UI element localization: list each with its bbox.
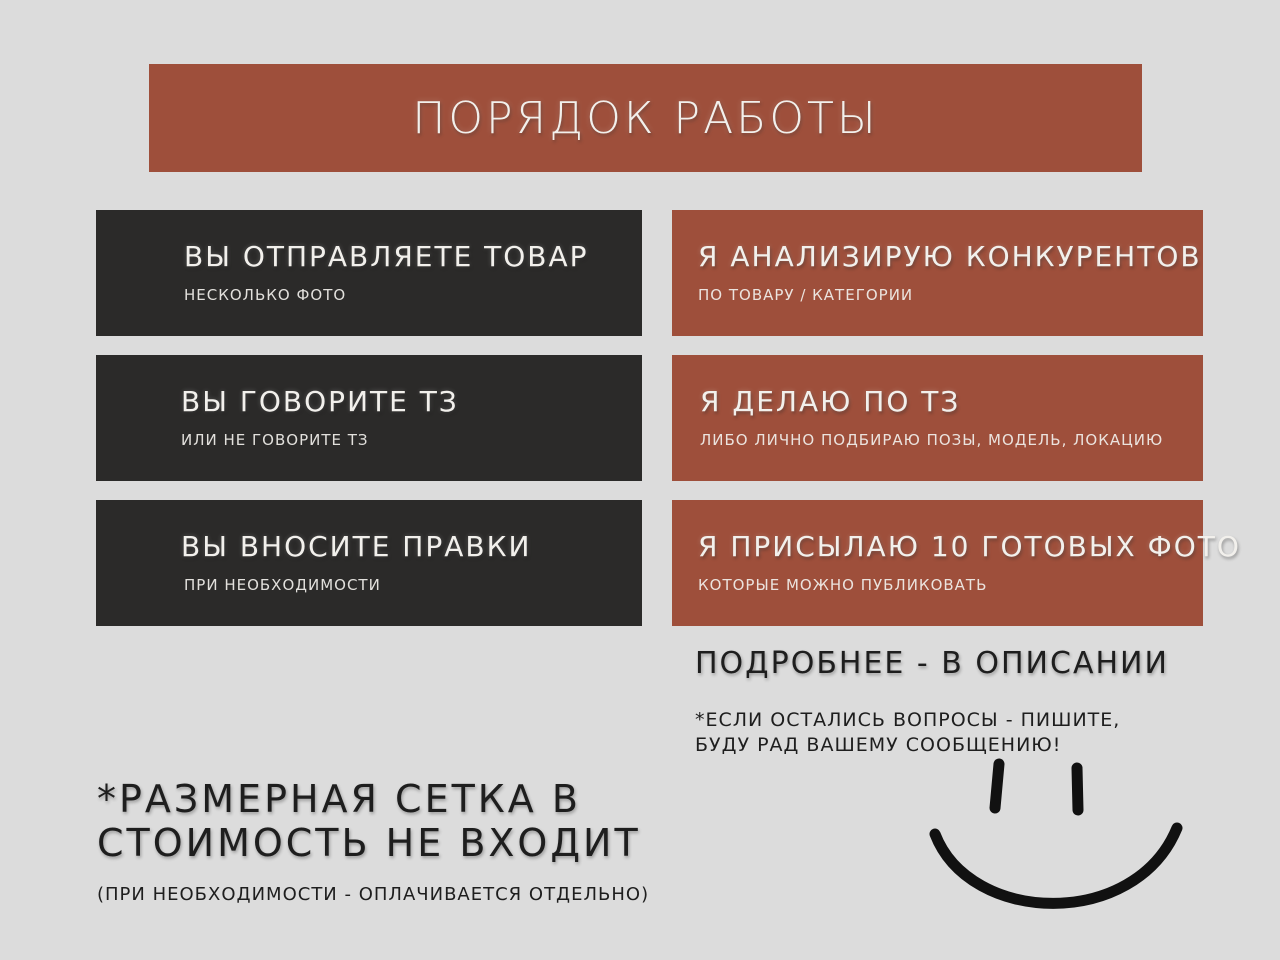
my-step-subtitle: ЛИБО ЛИЧНО ПОДБИРАЮ ПОЗЫ, МОДЕЛЬ, ЛОКАЦИЮ [700, 431, 1164, 450]
details-note: ПОДРОБНЕЕ - В ОПИСАНИИ [695, 646, 1169, 681]
client-step-subtitle: ПРИ НЕОБХОДИМОСТИ [184, 576, 381, 595]
my-step-deliver-photos [672, 500, 1241, 626]
smiley-left-eye [995, 764, 999, 808]
my-step-follow-brief [672, 355, 1203, 481]
questions-note-line: БУДУ РАД ВАШЕМУ СООБЩЕНИЮ! [695, 733, 1062, 756]
my-step-title: Я ДЕЛАЮ ПО ТЗ [700, 384, 961, 418]
size-chart-subnote: (ПРИ НЕОБХОДИМОСТИ - ОПЛАЧИВАЕТСЯ ОТДЕЛЬНО) [97, 884, 650, 905]
size-chart-note [97, 778, 641, 865]
client-step-title: ВЫ ВНОСИТЕ ПРАВКИ [181, 529, 532, 563]
page-title: ПОРЯДОК РАБОТЫ [412, 92, 879, 144]
smiley-face-icon [915, 750, 1205, 930]
smiley-right-eye [1077, 768, 1078, 810]
client-step-title: ВЫ ГОВОРИТЕ ТЗ [181, 384, 459, 418]
questions-note-line: *ЕСЛИ ОСТАЛИСЬ ВОПРОСЫ - ПИШИТЕ, [695, 709, 1121, 731]
client-step-send-product [96, 210, 642, 336]
my-step-title: Я АНАЛИЗИРУЮ КОНКУРЕНТОВ [698, 239, 1202, 273]
my-step-analyze-competitors [672, 210, 1203, 336]
my-step-subtitle: ПО ТОВАРУ / КАТЕГОРИИ [698, 286, 914, 305]
header-banner [149, 64, 1142, 172]
size-chart-note-line: *РАЗМЕРНАЯ СЕТКА В [97, 777, 581, 821]
my-step-title: Я ПРИСЫЛАЮ 10 ГОТОВЫХ ФОТО [698, 529, 1241, 563]
client-step-brief [96, 355, 642, 481]
size-chart-note-line: СТОИМОСТЬ НЕ ВХОДИТ [97, 820, 641, 865]
my-step-subtitle: КОТОРЫЕ МОЖНО ПУБЛИКОВАТЬ [698, 576, 988, 595]
smiley-mouth [935, 828, 1177, 903]
client-step-title: ВЫ ОТПРАВЛЯЕТЕ ТОВАР [184, 239, 589, 273]
client-step-subtitle: ИЛИ НЕ ГОВОРИТЕ ТЗ [181, 431, 369, 450]
client-step-subtitle: НЕСКОЛЬКО ФОТО [184, 286, 347, 305]
client-step-revisions [96, 500, 642, 626]
